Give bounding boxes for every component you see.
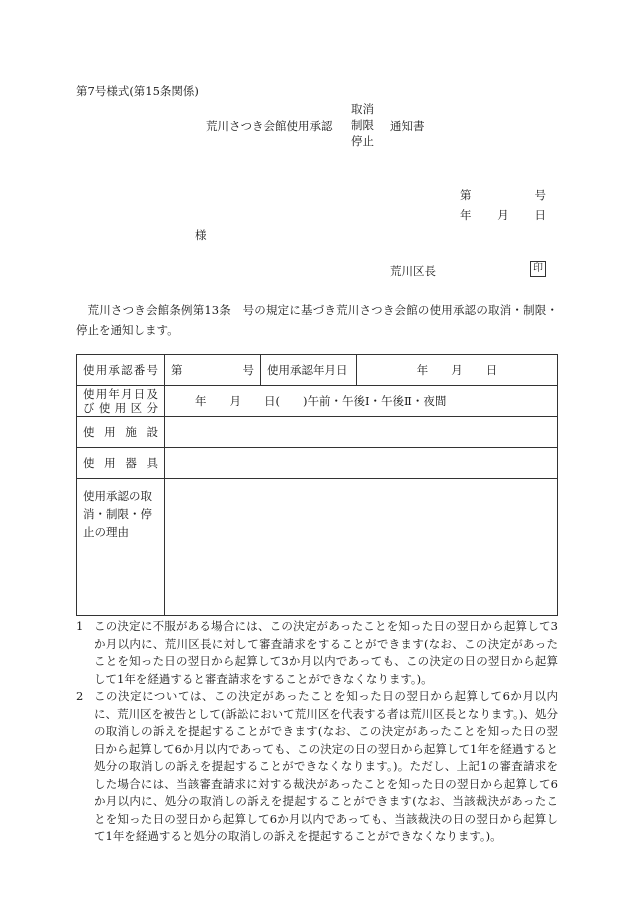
title-suffix: 通知書 [390, 119, 425, 133]
table-row [77, 479, 558, 616]
document-title: 荒川さつき会館使用承認 [206, 119, 333, 133]
approval-date-value: 年 月 日 [357, 355, 558, 386]
equipment-value [165, 448, 558, 479]
date-month: 月 [497, 208, 509, 222]
issuer-name: 荒川区長 [390, 264, 436, 278]
title-option-restrict: 制限 [351, 118, 374, 132]
approval-number-cell [165, 355, 261, 386]
approval-number-label: 使用承認番号 [77, 355, 165, 386]
footnote-number: 1 [76, 619, 84, 633]
table-row [77, 355, 558, 386]
seal-mark: 印 [530, 261, 546, 277]
usage-date-value: 年 月 日( )午前・午後Ⅰ・午後Ⅱ・夜間 [165, 386, 558, 417]
approval-table [76, 354, 558, 616]
document-date-line [460, 208, 546, 223]
date-day: 日 [534, 208, 546, 222]
footnote-item [76, 688, 558, 846]
usage-date-label: 使用年月日及び使用区分 [77, 386, 165, 417]
number-suffix: 号 [534, 188, 546, 202]
table-row [77, 386, 558, 417]
footnote-text: この決定に不服がある場合には、この決定があったことを知った日の翌日から起算して3か月以内に、荒川区長に対して審査請求をすることができます(なお、この決定があったことを知った日の翌日から起算して3か月以内であっても、この決定の日の翌日から起算して1年を経過すると審査請求をすることができなくなります。)。 [94, 619, 558, 686]
title-option-suspend: 停止 [351, 134, 374, 148]
footnote-number: 2 [76, 689, 84, 703]
reason-value [165, 479, 558, 616]
table-row [77, 417, 558, 448]
form-number: 第7号様式(第15条関係) [76, 84, 199, 98]
document-number-line [460, 188, 546, 203]
title-option-cancel: 取消 [351, 102, 374, 116]
footnotes [76, 618, 558, 846]
reason-label: 使用承認の取消・制限・停止の理由 [77, 479, 165, 616]
date-year: 年 [460, 208, 472, 222]
recipient-suffix: 様 [195, 228, 207, 242]
facility-label: 使用施設 [77, 417, 165, 448]
notice-text: 荒川さつき会館条例第13条 号の規定に基づき荒川さつき会館の使用承認の取消・制限・停止を通知します。 [76, 303, 558, 337]
footnote-text: この決定については、この決定があったことを知った日の翌日から起算して6か月以内に、荒川区を被告として(訴訟において荒川区を代表する者は荒川区長となります。)、処分の取消しの訴えを提起することができます(なお、この決定があったことを知った日の翌日から起算して6か月以内であっても、この決定の日の翌日から起算して1年を経過すると処分の取消しの訴えを提起することができなくなります。)。ただし、上記1の審査請求をした場合には、当該審査請求に対する裁決があったことを知った日の翌日から起算して6か月以内に、処分の取消しの訴えを提起することができます(なお、当該裁決があったことを知った日の翌日から起算して6か月以内であっても、当該裁決の日の翌日から起算して1年を経過すると処分の取消しの訴えを提起することができなくなります。)。 [94, 689, 558, 843]
approval-date-label: 使用承認年月日 [261, 355, 357, 386]
title-options [351, 101, 374, 149]
approval-number-prefix: 第 [171, 363, 183, 377]
approval-number-suffix: 号 [242, 363, 254, 377]
number-prefix: 第 [460, 188, 472, 202]
equipment-label: 使用器具 [77, 448, 165, 479]
facility-value [165, 417, 558, 448]
footnote-item [76, 618, 558, 688]
table-row [77, 448, 558, 479]
